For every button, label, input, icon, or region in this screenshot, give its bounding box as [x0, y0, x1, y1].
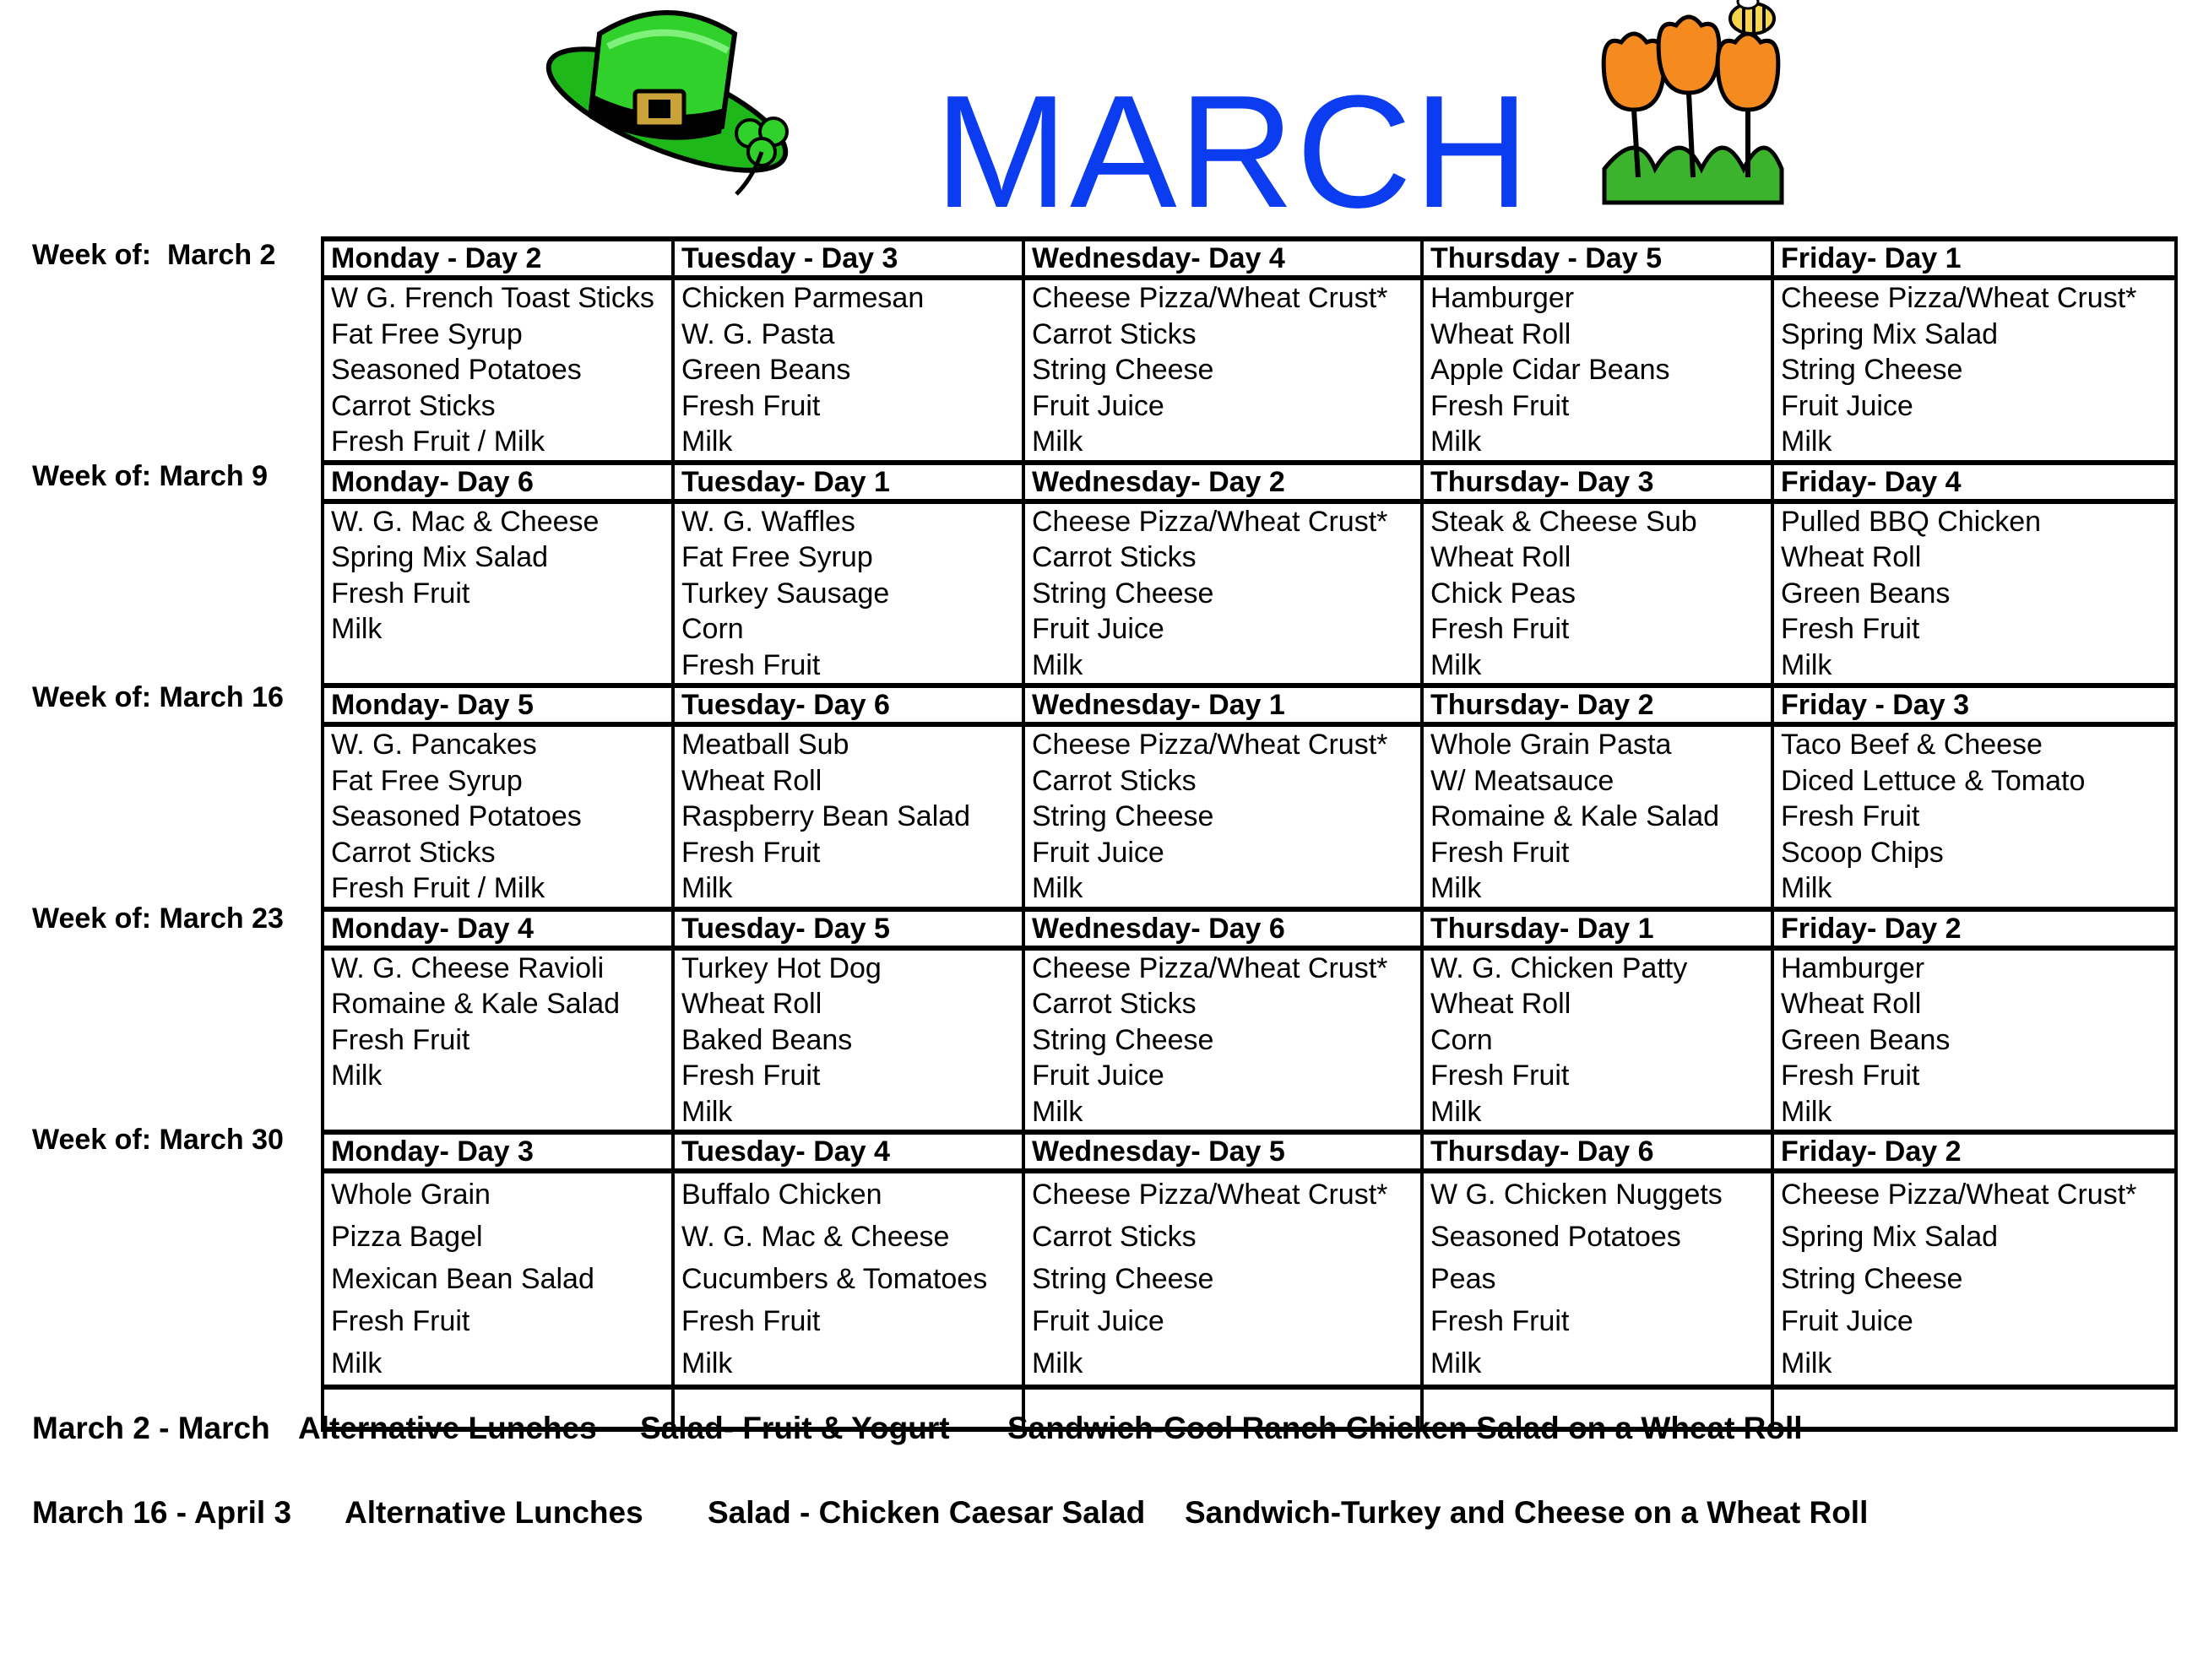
menu-item: Fresh Fruit [681, 1305, 821, 1337]
week-1-menu-row [323, 278, 2176, 463]
menu-item: String Cheese [1032, 1263, 1214, 1295]
menu-item: Buffalo Chicken [681, 1179, 882, 1211]
menu-item: Milk [1032, 648, 1083, 681]
menu-item: Whole Grain Pasta [1430, 729, 1672, 761]
day-header: Thursday - Day 5 [1422, 239, 1772, 278]
week-label-4: Week of: March 23 [32, 902, 284, 935]
menu-item: Carrot Sticks [1032, 764, 1197, 797]
menu-item: Fruit Juice [1032, 1305, 1164, 1337]
menu-item: Milk [1781, 872, 1832, 904]
week-3-header-row [323, 686, 2176, 724]
alt-label: Alternative Lunches [345, 1495, 643, 1530]
day-menu [1023, 278, 1422, 463]
menu-item: Wheat Roll [1430, 988, 1571, 1020]
day-header: Wednesday- Day 2 [1023, 463, 1422, 501]
week-label-2: Week of: March 9 [32, 460, 269, 492]
menu-item: Fruit Juice [1032, 1059, 1164, 1092]
menu-item: W. G. Pancakes [331, 729, 537, 761]
menu-item: Fruit Juice [1032, 389, 1164, 422]
menu-item: Fresh Fruit [681, 648, 821, 681]
day-menu [1023, 724, 1422, 909]
day-menu [673, 724, 1023, 909]
day-header: Friday- Day 1 [1772, 239, 2176, 278]
menu-item: Fresh Fruit [331, 1023, 470, 1056]
menu-item: Carrot Sticks [331, 836, 496, 869]
alt-date-range: March 16 - April 3 [32, 1495, 292, 1530]
menu-item: Carrot Sticks [1032, 988, 1197, 1020]
menu-item: Milk [681, 1095, 733, 1128]
menu-item: Cheese Pizza/Wheat Crust* [1781, 1179, 2137, 1211]
alternative-lunches-line-2 [32, 1494, 1869, 1680]
week-5-menu-row [323, 1171, 2176, 1387]
alt-salad: Salad - Chicken Caesar Salad [708, 1495, 1146, 1530]
menu-item: Turkey Sausage [681, 577, 890, 610]
day-header: Tuesday- Day 5 [673, 909, 1023, 948]
menu-item: Corn [1430, 1023, 1493, 1056]
menu-item: Fruit Juice [1781, 1305, 1913, 1337]
menu-item: Spring Mix Salad [1781, 317, 1999, 350]
day-menu [1772, 1171, 2176, 1387]
menu-item: Milk [1430, 1095, 1482, 1128]
menu-item: Pizza Bagel [331, 1221, 483, 1253]
menu-item: W. G. Pasta [681, 317, 835, 350]
menu-item: Wheat Roll [681, 988, 822, 1020]
menu-item: Wheat Roll [1781, 988, 1922, 1020]
day-header: Tuesday - Day 3 [673, 239, 1023, 278]
menu-item: Milk [331, 613, 383, 645]
menu-item: Mexican Bean Salad [331, 1263, 594, 1295]
menu-item: Wheat Roll [1430, 541, 1571, 573]
menu-item: Milk [1781, 1347, 1832, 1379]
day-menu [1772, 724, 2176, 909]
menu-item: Chick Peas [1430, 577, 1576, 610]
menu-item: W/ Meatsauce [1430, 764, 1614, 797]
menu-item: Wheat Roll [681, 764, 822, 797]
week-label-1: Week of: March 2 [32, 239, 276, 271]
day-menu [673, 501, 1023, 686]
menu-item: Fresh Fruit [681, 389, 821, 422]
day-menu [1422, 948, 1772, 1133]
menu-item: Whole Grain [331, 1179, 491, 1211]
menu-item: Carrot Sticks [331, 389, 496, 422]
week-2-menu-row [323, 501, 2176, 686]
menu-item: Fruit Juice [1781, 389, 1913, 422]
day-menu [1422, 278, 1772, 463]
menu-item: W. G. Mac & Cheese [331, 505, 600, 538]
menu-item: Wheat Roll [1781, 541, 1922, 573]
menu-item: Cheese Pizza/Wheat Crust* [1032, 729, 1388, 761]
day-menu [323, 278, 673, 463]
day-menu [673, 1171, 1023, 1387]
menu-item: Wheat Roll [1430, 317, 1571, 350]
day-header: Friday- Day 2 [1772, 909, 2176, 948]
menu-item: Fresh Fruit [1781, 800, 1920, 832]
day-menu [323, 501, 673, 686]
day-menu [1422, 501, 1772, 686]
menu-table [321, 236, 2174, 1406]
menu-item: Milk [681, 1347, 733, 1379]
menu-item: Fresh Fruit [1430, 613, 1570, 645]
menu-item: Carrot Sticks [1032, 541, 1197, 573]
menu-item: Green Beans [681, 354, 851, 386]
menu-item: Cheese Pizza/Wheat Crust* [1781, 282, 2137, 314]
menu-item: Milk [1032, 1095, 1083, 1128]
menu-item: Milk [1430, 648, 1482, 681]
day-header: Wednesday- Day 1 [1023, 686, 1422, 724]
menu-item: Fresh Fruit [1781, 613, 1920, 645]
day-header: Wednesday- Day 6 [1023, 909, 1422, 948]
menu-item: Romaine & Kale Salad [1430, 800, 1720, 832]
menu-item: String Cheese [1032, 800, 1214, 832]
menu-item: Milk [681, 872, 733, 904]
menu-item: Raspberry Bean Salad [681, 800, 971, 832]
alt-sandwich: Sandwich-Turkey and Cheese on a Wheat Roll [1185, 1495, 1869, 1530]
menu-item: Fat Free Syrup [331, 764, 523, 797]
week-5-header-row [323, 1132, 2176, 1171]
week-label-5: Week of: March 30 [32, 1124, 284, 1156]
menu-item: W. G. Chicken Patty [1430, 951, 1688, 984]
week-4-header-row [323, 909, 2176, 948]
menu-item: Hamburger [1430, 282, 1575, 314]
menu-item: Cheese Pizza/Wheat Crust* [1032, 505, 1388, 538]
menu-item: W. G. Cheese Ravioli [331, 951, 605, 984]
menu-item: W. G. Waffles [681, 505, 855, 538]
menu-item: Cheese Pizza/Wheat Crust* [1032, 282, 1388, 314]
menu-item: Fresh Fruit [331, 1305, 470, 1337]
menu-item: Carrot Sticks [1032, 317, 1197, 350]
day-header: Thursday- Day 1 [1422, 909, 1772, 948]
tulips-with-bee-icon [1587, 0, 1799, 207]
menu-item: Fresh Fruit [1430, 836, 1570, 869]
menu-item: Milk [1032, 1347, 1083, 1379]
menu-item: W G. French Toast Sticks [331, 282, 654, 314]
menu-item: Seasoned Potatoes [331, 354, 582, 386]
menu-item: Milk [331, 1059, 383, 1092]
menu-item: Hamburger [1781, 951, 1925, 984]
menu-item: Scoop Chips [1781, 836, 1944, 869]
menu-item: Fresh Fruit / Milk [331, 425, 545, 458]
day-menu [1023, 501, 1422, 686]
day-header: Monday- Day 5 [323, 686, 673, 724]
menu-item: Pulled BBQ Chicken [1781, 505, 2042, 538]
menu-item: Fat Free Syrup [331, 317, 523, 350]
alt-label: Alternative Lunches [298, 1411, 597, 1445]
menu-item: Fresh Fruit [1430, 1059, 1570, 1092]
menu-item: Milk [1430, 1347, 1482, 1379]
menu-item: Cucumbers & Tomatoes [681, 1263, 988, 1295]
menu-item: Fresh Fruit [1430, 389, 1570, 422]
week-3-menu-row [323, 724, 2176, 909]
menu-item: Seasoned Potatoes [331, 800, 582, 832]
menu-item: String Cheese [1032, 577, 1214, 610]
menu-item: Milk [681, 425, 733, 458]
menu-item: Meatball Sub [681, 729, 849, 761]
alt-sandwich: Sandwich-Cool Ranch Chicken Salad on a Wheat Roll [1007, 1411, 1803, 1445]
day-menu [323, 1171, 673, 1387]
menu-item: String Cheese [1781, 1263, 1963, 1295]
menu-item: Cheese Pizza/Wheat Crust* [1032, 1179, 1388, 1211]
menu-item: Diced Lettuce & Tomato [1781, 764, 2086, 797]
day-header: Thursday- Day 6 [1422, 1132, 1772, 1171]
day-menu [1023, 1171, 1422, 1387]
menu-item: Fresh Fruit [1781, 1059, 1920, 1092]
day-header: Wednesday- Day 5 [1023, 1132, 1422, 1171]
day-header: Monday- Day 3 [323, 1132, 673, 1171]
day-menu [1772, 501, 2176, 686]
menu-item: Carrot Sticks [1032, 1221, 1197, 1253]
menu-item: Corn [681, 613, 744, 645]
menu-item: Milk [331, 1347, 383, 1379]
day-header: Tuesday- Day 4 [673, 1132, 1023, 1171]
day-header: Monday- Day 4 [323, 909, 673, 948]
menu-item: Green Beans [1781, 577, 1951, 610]
menu-item: Chicken Parmesan [681, 282, 925, 314]
week-2-header-row [323, 463, 2176, 501]
menu-item: Baked Beans [681, 1023, 853, 1056]
leprechaun-hat-icon [540, 0, 819, 203]
menu-item: Fresh Fruit [681, 1059, 821, 1092]
menu-item: Milk [1781, 648, 1832, 681]
day-menu [673, 948, 1023, 1133]
day-header: Monday- Day 6 [323, 463, 673, 501]
menu-item: Steak & Cheese Sub [1430, 505, 1697, 538]
menu-item: Milk [1781, 425, 1832, 458]
day-menu [1422, 1171, 1772, 1387]
menu-item: Turkey Hot Dog [681, 951, 882, 984]
day-header: Friday - Day 3 [1772, 686, 2176, 724]
day-menu [323, 724, 673, 909]
menu-item: String Cheese [1032, 1023, 1214, 1056]
menu-item: String Cheese [1032, 354, 1214, 386]
day-header: Friday- Day 2 [1772, 1132, 2176, 1171]
day-header: Thursday- Day 2 [1422, 686, 1772, 724]
menu-item: Cheese Pizza/Wheat Crust* [1032, 951, 1388, 984]
alt-date-range: March 2 - March [32, 1411, 270, 1445]
day-header: Tuesday- Day 1 [673, 463, 1023, 501]
empty-cell [1772, 1387, 2176, 1429]
menu-item: W. G. Mac & Cheese [681, 1221, 950, 1253]
day-header: Friday- Day 4 [1772, 463, 2176, 501]
menu-item: Green Beans [1781, 1023, 1951, 1056]
menu-item: String Cheese [1781, 354, 1963, 386]
menu-item: Milk [1781, 1095, 1832, 1128]
alt-salad: Salad- Fruit & Yogurt [640, 1411, 950, 1445]
menu-item: Taco Beef & Cheese [1781, 729, 2043, 761]
menu-item: Spring Mix Salad [1781, 1221, 1999, 1253]
menu-item: Fruit Juice [1032, 836, 1164, 869]
menu-item: Romaine & Kale Salad [331, 988, 621, 1020]
day-menu [1422, 724, 1772, 909]
menu-item: Fat Free Syrup [681, 541, 873, 573]
menu-item: Fresh Fruit [1430, 1305, 1570, 1337]
week-1-header-row [323, 239, 2176, 278]
menu-item: Fresh Fruit [331, 577, 470, 610]
day-header: Tuesday- Day 6 [673, 686, 1023, 724]
menu-item: Milk [1430, 872, 1482, 904]
week-label-3: Week of: March 16 [32, 681, 284, 713]
menu-item: Seasoned Potatoes [1430, 1221, 1681, 1253]
day-header: Wednesday- Day 4 [1023, 239, 1422, 278]
menu-item: Milk [1430, 425, 1482, 458]
page-title: MARCH [934, 62, 1532, 241]
menu-item: Milk [1032, 872, 1083, 904]
day-menu [1772, 278, 2176, 463]
day-menu [1772, 948, 2176, 1133]
menu-item: Peas [1430, 1263, 1496, 1295]
menu-item: W G. Chicken Nuggets [1430, 1179, 1723, 1211]
menu-item: Milk [1032, 425, 1083, 458]
week-4-menu-row [323, 948, 2176, 1133]
day-menu [1023, 948, 1422, 1133]
menu-item: Fresh Fruit / Milk [331, 872, 545, 904]
day-menu [323, 948, 673, 1133]
menu-item: Fresh Fruit [681, 836, 821, 869]
menu-item: Fruit Juice [1032, 613, 1164, 645]
day-menu [673, 278, 1023, 463]
day-header: Monday - Day 2 [323, 239, 673, 278]
day-header: Thursday- Day 3 [1422, 463, 1772, 501]
menu-item: Apple Cidar Beans [1430, 354, 1670, 386]
menu-item: Spring Mix Salad [331, 541, 549, 573]
